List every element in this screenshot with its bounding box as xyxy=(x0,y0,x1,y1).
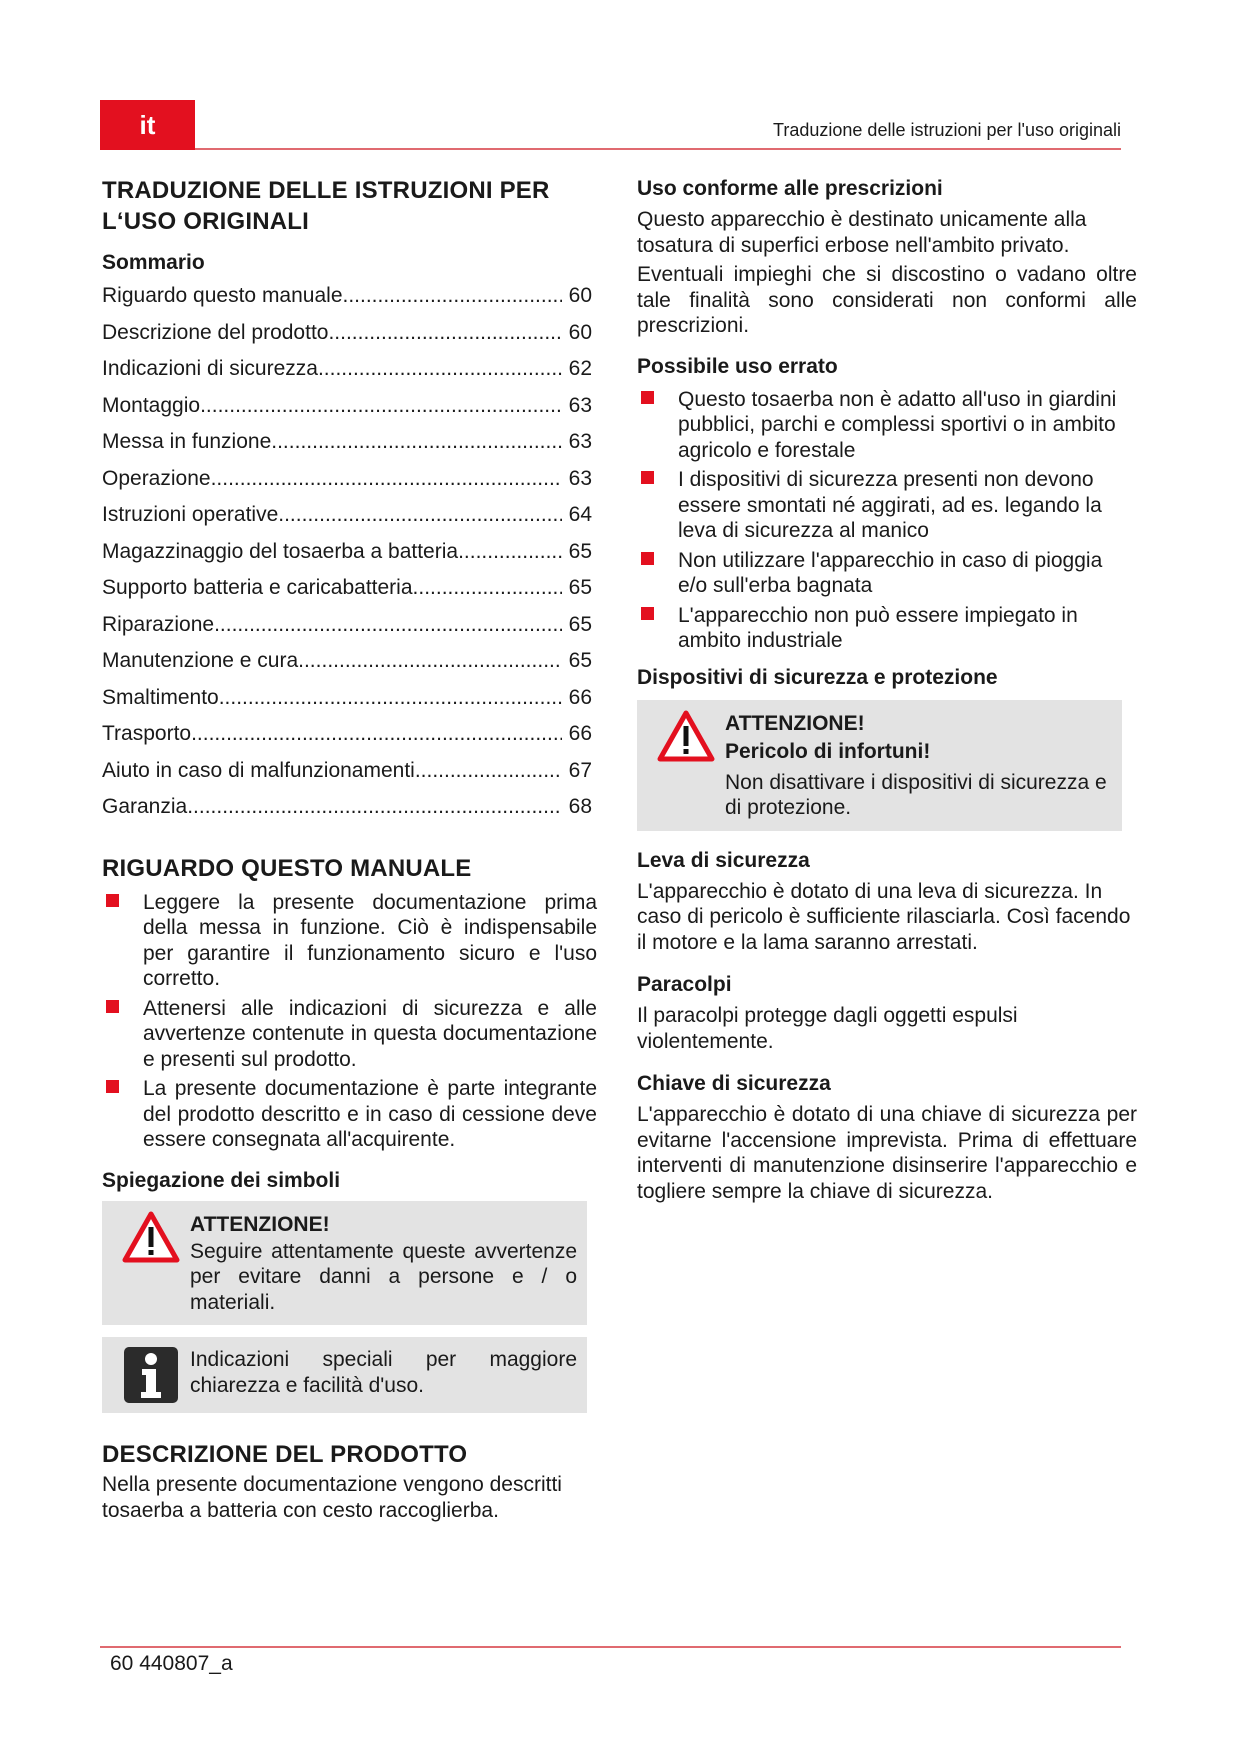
guard-text: Il paracolpi protegge dagli oggetti espulsi violentemente. xyxy=(637,1004,1018,1053)
toc-item[interactable]: Descrizione del prodotto ..... 60 xyxy=(102,320,592,357)
lever-heading: Leva di sicurezza xyxy=(637,848,810,872)
warning-text: Seguire attentamente queste avvertenze per evitare danni a persone e / o materiali. xyxy=(190,1239,577,1314)
document-code: 60 440807_a xyxy=(110,1652,233,1675)
list-item: I dispositivi di sicurezza presenti non devono essere smontati né aggirati, ad es. legando la leva di sicurezza al manico xyxy=(637,467,1137,544)
manual-bullets xyxy=(102,890,597,1153)
intended-use-text-1: Questo apparecchio è destinato unicamente alla tosatura di superfici erbose nell'ambito privato. xyxy=(637,208,1087,257)
footer-divider xyxy=(100,1646,1121,1648)
symbols-heading: Spiegazione dei simboli xyxy=(102,1168,341,1192)
misuse-heading: Possibile uso errato xyxy=(637,354,838,378)
intended-use-text-2: Eventuali impieghi che si discostino o vadano oltre tale finalità sono considerati non conformi alle prescrizioni. xyxy=(637,263,1137,337)
warning-triangle-icon xyxy=(112,1211,190,1316)
guard-heading: Paracolpi xyxy=(637,973,732,996)
table-of-contents xyxy=(102,283,592,831)
list-item: Questo tosaerba non è adatto all'uso in giardini pubblici, parchi e complessi sportivi o in ambito agricolo e forestale xyxy=(637,387,1137,464)
toc-item[interactable]: Manutenzione e cura ..... 65 xyxy=(102,648,592,685)
key-text: L'apparecchio è dotato di una chiave di sicurezza per evitarne l'accensione imprevista. Prima di effettuare interventi di manutenzione disinserire l'apparecchio e togliere sempre la chiave di sicurezza. xyxy=(637,1103,1137,1203)
toc-item[interactable]: Istruzioni operative ..... 64 xyxy=(102,502,592,539)
warning-title: ATTENZIONE! xyxy=(190,1212,330,1236)
right-column xyxy=(637,175,1137,1204)
devices-heading: Dispositivi di sicurezza e protezione xyxy=(637,665,998,689)
toc-item[interactable]: Riparazione ..... 65 xyxy=(102,612,592,649)
bullet-square-icon xyxy=(641,552,654,565)
toc-item[interactable]: Garanzia ..... 68 xyxy=(102,794,592,831)
info-box xyxy=(102,1337,587,1413)
misuse-bullets xyxy=(637,387,1137,654)
toc-item[interactable]: Messa in funzione ..... 63 xyxy=(102,429,592,466)
bullet-square-icon xyxy=(106,894,119,907)
intended-use-heading: Uso conforme alle prescrizioni xyxy=(637,177,943,200)
main-title: TRADUZIONE DELLE ISTRUZIONI PER L‘USO ORIGINALI xyxy=(102,177,550,235)
warning-box xyxy=(102,1201,587,1326)
warning-triangle-icon xyxy=(647,710,725,821)
toc-item[interactable]: Supporto batteria e caricabatteria ..... 65 xyxy=(102,575,592,612)
list-item: La presente documentazione è parte integrante del prodotto descritto e in caso di cessione deve essere consegnata all'acquirente. xyxy=(102,1076,597,1153)
warning-subtitle: Pericolo di infortuni! xyxy=(725,739,931,763)
summary-heading: Sommario xyxy=(102,251,205,274)
header-divider xyxy=(195,148,1121,150)
list-item: Leggere la presente documentazione prima della messa in funzione. Ciò è indispensabile per garantire il funzionamento sicuro e l'uso corretto. xyxy=(102,890,597,992)
info-icon xyxy=(112,1347,190,1403)
toc-item[interactable]: Montaggio ..... 63 xyxy=(102,393,592,430)
list-item: Attenersi alle indicazioni di sicurezza e alle avvertenze contenute in questa documentazione e presenti sul prodotto. xyxy=(102,996,597,1073)
lever-text: L'apparecchio è dotato di una leva di sicurezza. In caso di pericolo è sufficiente rilasciarla. Così facendo il motore e la lama saranno arrestati. xyxy=(637,879,1131,954)
bullet-square-icon xyxy=(641,391,654,404)
info-text: Indicazioni speciali per maggiore chiarezza e facilità d'uso. xyxy=(190,1348,577,1397)
toc-item[interactable]: Aiuto in caso di malfunzionamenti ..... 67 xyxy=(102,758,592,795)
product-text: Nella presente documentazione vengono descritti tosaerba a batteria con cesto raccoglierba. xyxy=(102,1473,562,1522)
toc-item[interactable]: Smaltimento ..... 66 xyxy=(102,685,592,722)
warning-box-2 xyxy=(637,700,1122,831)
list-item: L'apparecchio non può essere impiegato in ambito industriale xyxy=(637,603,1137,654)
toc-item[interactable]: Operazione ..... 63 xyxy=(102,466,592,503)
language-tab: it xyxy=(100,100,195,150)
bullet-square-icon xyxy=(106,1000,119,1013)
warning-text: Non disattivare i dispositivi di sicurezza e di protezione. xyxy=(725,770,1107,819)
key-heading: Chiave di sicurezza xyxy=(637,1072,831,1095)
list-item: Non utilizzare l'apparecchio in caso di pioggia e/o sull'erba bagnata xyxy=(637,548,1137,599)
toc-item[interactable]: Indicazioni di sicurezza ..... 62 xyxy=(102,356,592,393)
warning-title: ATTENZIONE! xyxy=(725,711,865,735)
manual-heading: RIGUARDO QUESTO MANUALE xyxy=(102,854,472,882)
header-title: Traduzione delle istruzioni per l'uso originali xyxy=(773,120,1121,140)
left-column xyxy=(102,175,597,1523)
toc-item[interactable]: Magazzinaggio del tosaerba a batteria ..... 65 xyxy=(102,539,592,576)
toc-item[interactable]: Riguardo questo manuale ..... 60 xyxy=(102,283,592,320)
bullet-square-icon xyxy=(641,471,654,484)
bullet-square-icon xyxy=(641,607,654,620)
product-heading: DESCRIZIONE DEL PRODOTTO xyxy=(102,1441,468,1468)
bullet-square-icon xyxy=(106,1080,119,1093)
toc-item[interactable]: Trasporto ..... 66 xyxy=(102,721,592,758)
